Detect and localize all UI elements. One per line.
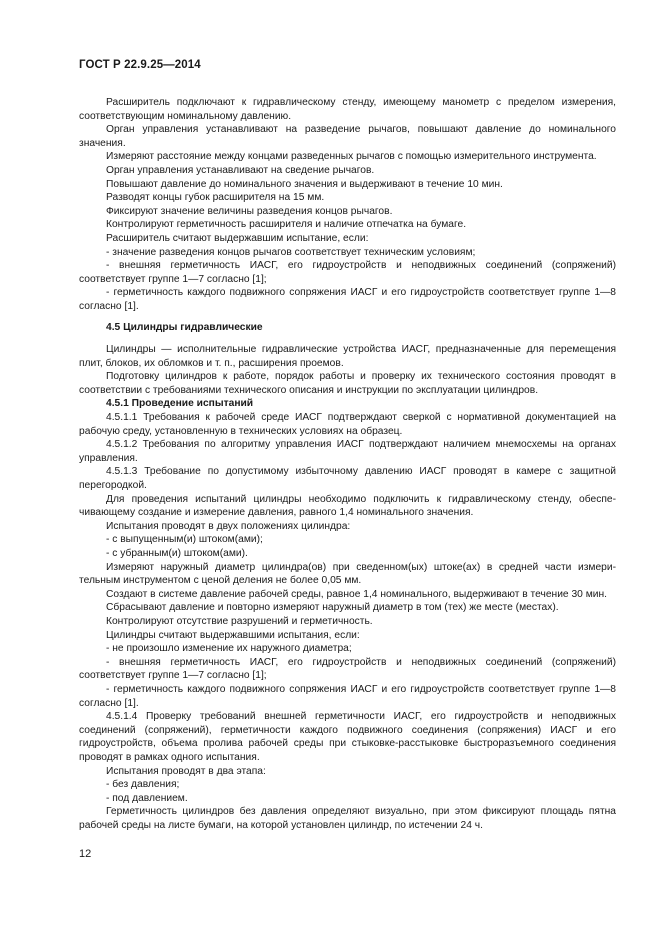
paragraph: Создают в системе давление рабочей среды, равное 1,4 номинального, выдерживают в течение 30 мин. xyxy=(106,588,607,600)
list-item: - с убранным(и) штоком(ами). xyxy=(106,548,248,559)
document-body xyxy=(79,96,616,832)
paragraph: Контролируют герметичность расширителя и наличие отпечатка на бумаге. xyxy=(106,219,467,231)
list-item: - внешняя герметичность ИАСГ, его гидроустройств и неподвижных соединений (сопряжений) соответствует группе 1—7 согласно [1]; xyxy=(79,656,616,682)
list-item: - внешняя герметичность ИАСГ, его гидроустройств и неподвижных соединений (сопряжений) соответствует группе 1—7 согласно [1]; xyxy=(79,260,616,285)
list-item: - без давления; xyxy=(106,779,180,791)
paragraph: Расширитель подключают к гидравлическому стенду, имеющему манометр с пределом измерения, соответствующим номинальному давлению. xyxy=(79,97,616,122)
paragraph: Повышают давление до номинального значения и выдерживают в течение 10 мин. xyxy=(106,178,503,190)
paragraph: 4.5.1.2 Требования по алгоритму управления ИАСГ подтверждают наличием мнемосхемы на органах управления. xyxy=(79,439,616,464)
paragraph: Испытания проводят в два этапа: xyxy=(106,765,266,777)
subsection-heading: 4.5.1 Проведение испытаний xyxy=(106,398,254,410)
list-item: - с выпущенным(и) штоком(ами); xyxy=(106,534,263,546)
paragraph: Сбрасывают давление и повторно измеряют наружный диаметр в том (тех) же месте (местах). xyxy=(106,602,559,614)
paragraph: Герметичность цилиндров без давления определяют визуально, при этом фиксируют площадь пятна рабочей среды на листе бумаги, на которой установлен цилиндр, по истечении 24 ч. xyxy=(79,806,616,831)
paragraph: Для проведения испытаний цилиндры необходимо подключить к гидравлическому стенду, обеспечивающему создание и измерение давления, равного 1,4 номинального значения. xyxy=(79,493,616,519)
paragraph: Разводят концы губок расширителя на 15 мм. xyxy=(106,192,325,204)
paragraph: Орган управления устанавливают на сведение рычагов. xyxy=(106,164,375,176)
list-item: - значение разведения концов рычагов соответствует техническим условиям; xyxy=(106,246,476,258)
paragraph: Подготовку цилиндров к работе, порядок работы и проверку их технического состояния проводят в соответствии с требованиями технического описания и инструкции по эксплуатации цилиндров. xyxy=(79,371,616,396)
paragraph: Орган управления устанавливают на разведение рычагов, повышают давление до номинального значения. xyxy=(79,124,616,149)
paragraph: Испытания проводят в двух положениях цилиндра: xyxy=(106,520,351,532)
paragraph: 4.5.1.4 Проверку требований внешней герметичности ИАСГ, его гидроустройств и неподвижных соединений (сопряжений), герметичности каждого подвижного соединения (сопряжения) ИАСГ и его гидроустройств, объема пролива рабочей среды при стыковке-расстыковке быстроразъемного соединения проводят в рамках одного испытания. xyxy=(79,711,616,763)
document-header: ГОСТ Р 22.9.25—2014 xyxy=(79,59,201,71)
section-heading: 4.5 Цилиндры гидравлические xyxy=(106,321,263,333)
paragraph: Измеряют наружный диаметр цилиндра(ов) при сведенном(ых) штоке(ах) в средней части измерительным инструментом с ценой деления не более 0,05 мм. xyxy=(79,561,616,587)
list-item: - герметичность каждого подвижного сопряжения ИАСГ и его гидроустройств соответствует группе 1—8 согласно [1]. xyxy=(79,683,616,709)
paragraph: Фиксируют значение величины разведения концов рычагов. xyxy=(106,205,393,217)
list-item: - под давлением. xyxy=(106,792,188,804)
paragraph: Контролируют отсутствие разрушений и герметичность. xyxy=(106,615,373,627)
paragraph: 4.5.1.3 Требование по допустимому избыточному давлению ИАСГ проводят в камере с защитной перегородкой. xyxy=(79,466,616,492)
list-item: - не произошло изменение их наружного диаметра; xyxy=(106,643,352,655)
paragraph: 4.5.1.1 Требования к рабочей среде ИАСГ подтверждают сверкой с нормативной документацией на рабочую среду, установленную в технических условиях на образец. xyxy=(79,412,616,437)
paragraph: Расширитель считают выдержавшим испытание, если: xyxy=(106,232,369,244)
page-number: 12 xyxy=(79,848,92,860)
paragraph: Измеряют расстояние между концами разведенных рычагов с помощью измерительного инструмента. xyxy=(106,151,597,163)
list-item: - герметичность каждого подвижного сопряжения ИАСГ и его гидроустройств соответствует группе 1—8 согласно [1]. xyxy=(79,287,616,312)
paragraph: Цилиндры считают выдержавшими испытания, если: xyxy=(106,629,360,641)
paragraph: Цилиндры — исполнительные гидравлические устройства ИАСГ, предназначенные для перемещения плит, блоков, их обломков и т. п., расширения проемов. xyxy=(79,344,616,369)
